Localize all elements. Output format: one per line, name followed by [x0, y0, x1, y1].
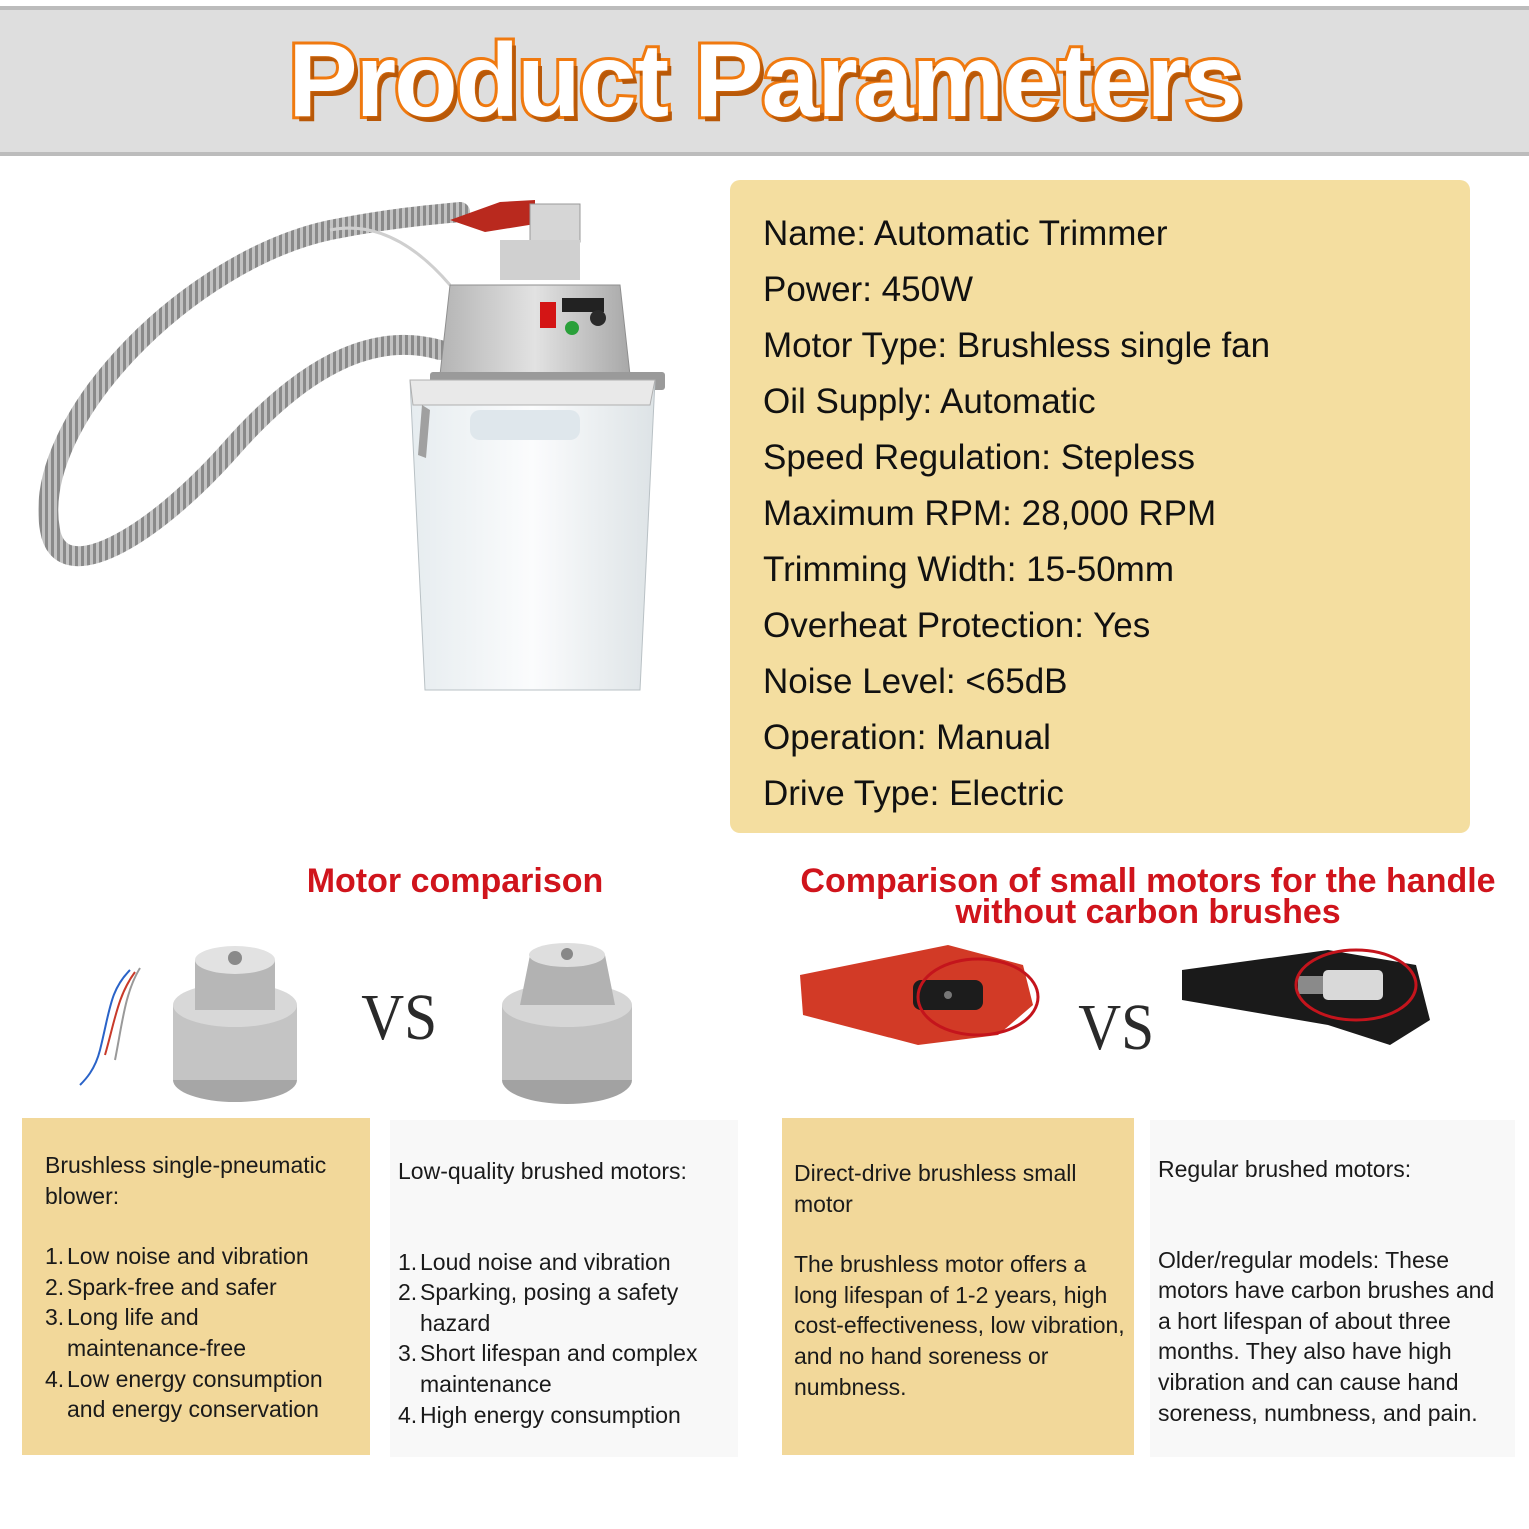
- spec-noise-level: Noise Level: <65dB: [763, 662, 1068, 701]
- list-item: 3. Long life and maintenance-free: [45, 1304, 246, 1361]
- regular-brushed-card: [1150, 1120, 1515, 1457]
- brushless-blower-heading: Brushless single-pneumatic blower:: [45, 1152, 327, 1209]
- brushless-blower-list: [45, 1241, 370, 1425]
- handle-comparison-title: [778, 862, 1518, 931]
- spec-speed-regulation: Speed Regulation: Stepless: [763, 438, 1195, 477]
- brushless-motor-image: [70, 930, 310, 1110]
- brushless-handle-image: [798, 935, 1043, 1060]
- brushed-motor-image: [495, 935, 645, 1110]
- direct-drive-heading: Direct-drive brushless small motor: [794, 1160, 1077, 1217]
- list-item: 1. Low noise and vibration: [45, 1243, 309, 1270]
- spec-operation: Operation: Manual: [763, 718, 1051, 757]
- list-item: 4. High energy consumption: [398, 1401, 681, 1428]
- brushed-motor-list: [398, 1247, 738, 1431]
- brushless-blower-card: [22, 1118, 370, 1455]
- regular-brushed-heading: Regular brushed motors:: [1158, 1156, 1412, 1182]
- spec-max-rpm: Maximum RPM: 28,000 RPM: [763, 494, 1217, 533]
- vs-label-handle: VS: [1078, 991, 1155, 1064]
- list-item: 2. Spark-free and safer: [45, 1273, 277, 1300]
- spec-name: Name: Automatic Trimmer: [763, 214, 1168, 253]
- header-banner: [0, 6, 1529, 156]
- product-image: [30, 190, 680, 720]
- list-item: 3. Short lifespan and complex maintenance: [398, 1340, 698, 1397]
- spec-oil-supply: Oil Supply: Automatic: [763, 382, 1096, 421]
- brushed-handle-image: [1178, 940, 1440, 1050]
- motor-comparison-title: Motor comparison: [306, 862, 604, 900]
- brushed-motor-card: [390, 1120, 738, 1457]
- spec-overheat-protection: Overheat Protection: Yes: [763, 606, 1151, 645]
- spec-panel: [730, 180, 1470, 833]
- list-item: 2. Sparking, posing a safety hazard: [398, 1279, 679, 1336]
- list-item: 1. Loud noise and vibration: [398, 1248, 671, 1275]
- list-item: 4. Low energy consumption and energy conservation: [45, 1365, 323, 1423]
- handle-comparison-title-line1: Comparison of small motors for the handle: [800, 862, 1496, 900]
- regular-brushed-text: Older/regular models: These motors have carbon brushes and a hort lifespan of about three months. They also have high vibration and can cause hand soreness, numbness, and pain.: [1158, 1246, 1495, 1426]
- direct-drive-card: [782, 1118, 1134, 1455]
- spec-drive-type: Drive Type: Electric: [763, 774, 1064, 813]
- brushed-motor-heading: Low-quality brushed motors:: [398, 1158, 687, 1184]
- handle-comparison-title-line2: without carbon brushes: [955, 893, 1341, 931]
- page-title: Product Parameters: [288, 23, 1241, 139]
- spec-list: [763, 206, 1270, 822]
- spec-power: Power: 450W: [763, 270, 974, 309]
- vs-label-motor: VS: [361, 981, 438, 1054]
- spec-motor-type: Motor Type: Brushless single fan: [763, 326, 1271, 365]
- direct-drive-text: The brushless motor offers a long lifespan of 1-2 years, high cost-effectiveness, low vibration, and no hand soreness or numbness.: [794, 1251, 1125, 1400]
- spec-trimming-width: Trimming Width: 15-50mm: [763, 550, 1174, 589]
